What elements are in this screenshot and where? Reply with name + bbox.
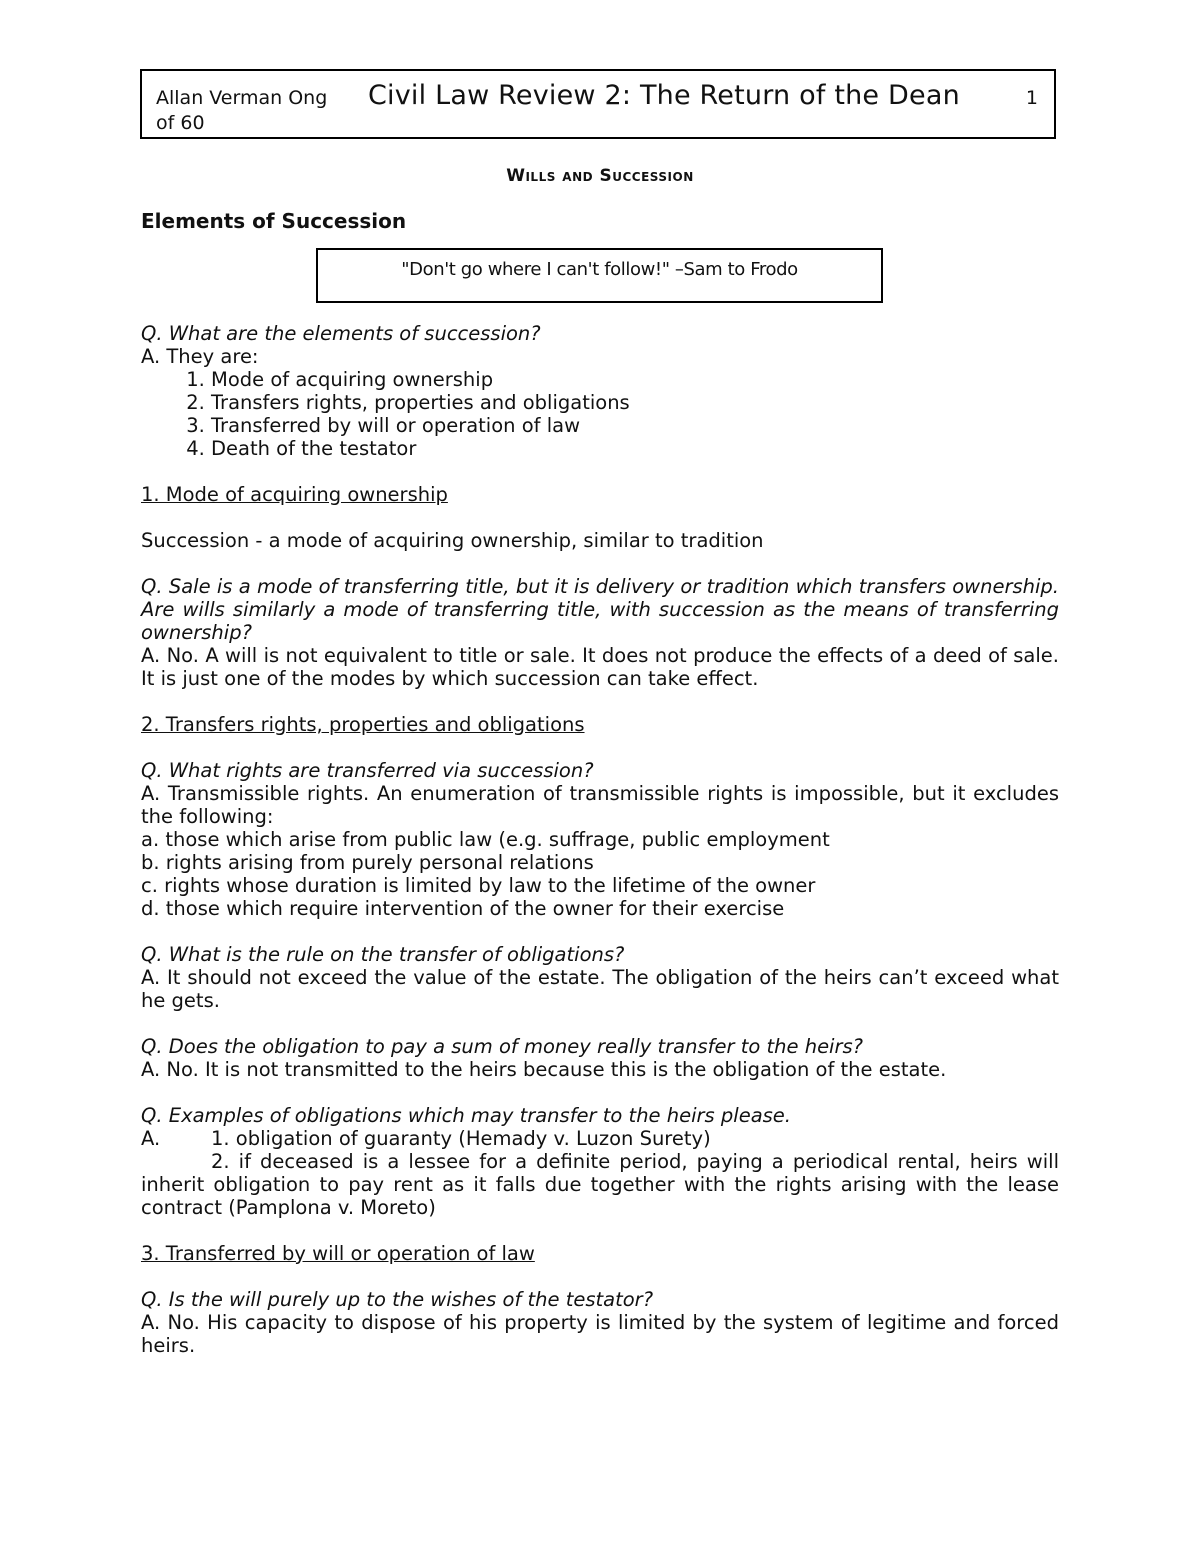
answer-label: A.: [141, 1127, 161, 1150]
list-item: b. rights arising from purely personal relations: [141, 851, 594, 874]
header-title: Civil Law Review 2: The Return of the Dean: [368, 80, 960, 111]
quote-text: "Don't go where I can't follow!" –Sam to Frodo: [401, 259, 798, 280]
list-item: a. those which arise from public law (e.g. suffrage, public employment: [141, 828, 830, 851]
answer-examples-item-2: [141, 1150, 1059, 1219]
list-item: 3. Transferred by will or operation of law: [211, 414, 1059, 437]
heading-transfers-rights: 2. Transfers rights, properties and obligations: [141, 713, 585, 736]
list-item: d. those which require intervention of the owner for their exercise: [141, 897, 785, 920]
example-item-1: 1. obligation of guaranty (Hemady v. Luzon Surety): [211, 1127, 711, 1150]
question-sale: Q. Sale is a mode of transferring title, but it is delivery or tradition which transfers ownership. Are wills similarly a mode of transferring title, with succession as the means of transferring ownership?: [141, 575, 1059, 644]
header-author: Allan Verman Ong: [156, 87, 328, 109]
list-item: 1. Mode of acquiring ownership: [211, 368, 1059, 391]
question-will-wishes: Q. Is the will purely up to the wishes of the testator?: [141, 1288, 654, 1311]
answer-examples-item-1: [141, 1127, 1059, 1150]
answer-sum-of-money: A. No. It is not transmitted to the heirs because this is the obligation of the estate.: [141, 1058, 947, 1081]
page-header: [140, 69, 1056, 139]
section-heading: [0, 166, 1200, 186]
section-heading-text: Wills and Succession: [506, 166, 694, 186]
heading-transferred-by-will: 3. Transferred by will or operation of law: [141, 1242, 535, 1265]
elements-list: [141, 368, 1059, 460]
document-body: [141, 322, 1059, 1357]
question-elements: Q. What are the elements of succession?: [141, 322, 541, 345]
list-item: c. rights whose duration is limited by law to the lifetime of the owner: [141, 874, 816, 897]
question-examples: Q. Examples of obligations which may transfer to the heirs please.: [141, 1104, 791, 1127]
header-page-total: of 60: [156, 112, 205, 134]
heading-mode-of-acquiring: 1. Mode of acquiring ownership: [141, 483, 448, 506]
question-obligations-rule: Q. What is the rule on the transfer of obligations?: [141, 943, 625, 966]
answer-will-wishes: A. No. His capacity to dispose of his property is limited by the system of legitime and forced heirs.: [141, 1311, 1059, 1357]
answer-elements-intro: A. They are:: [141, 345, 259, 368]
subheading: Elements of Succession: [141, 209, 407, 233]
header-page-number: 1: [1025, 87, 1038, 109]
list-item: 4. Death of the testator: [211, 437, 1059, 460]
question-sum-of-money: Q. Does the obligation to pay a sum of money really transfer to the heirs?: [141, 1035, 864, 1058]
example-item-2: 2. if deceased is a lessee for a definite period, paying a periodical rental, heirs will inherit obligation to pay rent as it falls due together with the rights arising with the lease contract (Pamplona v. Moreto): [141, 1150, 1059, 1219]
quote-box: [316, 248, 883, 303]
succession-definition: Succession - a mode of acquiring ownership, similar to tradition: [141, 529, 764, 552]
list-item: 2. Transfers rights, properties and obligations: [211, 391, 1059, 414]
answer-obligations-rule: A. It should not exceed the value of the estate. The obligation of the heirs can’t exceed what he gets.: [141, 966, 1059, 1012]
answer-rights: A. Transmissible rights. An enumeration of transmissible rights is impossible, but it excludes the following:: [141, 782, 1059, 828]
answer-sale: A. No. A will is not equivalent to title or sale. It does not produce the effects of a deed of sale. It is just one of the modes by which succession can take effect.: [141, 644, 1059, 690]
question-rights: Q. What rights are transferred via succession?: [141, 759, 594, 782]
